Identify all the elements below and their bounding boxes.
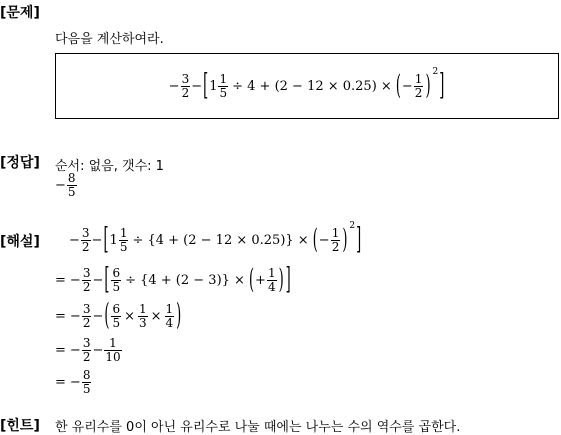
left-paren: ( bbox=[248, 264, 255, 296]
left-paren: ( bbox=[312, 224, 318, 256]
minus-sign: − bbox=[92, 342, 104, 358]
minus-sign: − bbox=[318, 232, 330, 248]
fraction-six-fifths: $\frac{6}{5}$ bbox=[112, 265, 121, 294]
fraction-three-halves: $\frac{3}{2}$ bbox=[181, 71, 190, 100]
minus-sign: − bbox=[401, 78, 413, 94]
minus-sign: − bbox=[92, 272, 104, 288]
minus-sign: − bbox=[69, 342, 81, 358]
problem-label: [문제] bbox=[0, 5, 40, 21]
fraction-one-fifth: $\frac{1}{5}$ bbox=[119, 225, 128, 254]
fraction-one-third: $\frac{1}{3}$ bbox=[138, 301, 147, 330]
minus-sign: − bbox=[69, 374, 81, 390]
right-bracket: ] bbox=[285, 262, 291, 298]
fraction-one-half: $\frac{1}{2}$ bbox=[331, 225, 340, 254]
solution-line-1-middle: ÷ {4 + (2 − 12 × 0.25)} × bbox=[132, 232, 309, 248]
minus-sign: − bbox=[69, 308, 81, 324]
right-paren: ) bbox=[342, 224, 348, 256]
left-paren: ( bbox=[395, 70, 401, 102]
minus-sign: − bbox=[55, 177, 66, 193]
whole-part: 1 bbox=[209, 78, 218, 94]
minus-sign: − bbox=[69, 232, 80, 248]
equals-sign: = bbox=[55, 272, 66, 288]
minus-sign: − bbox=[92, 308, 104, 324]
minus-sign: − bbox=[69, 272, 81, 288]
right-paren: ) bbox=[278, 264, 284, 296]
right-paren: ) bbox=[176, 298, 182, 334]
equals-sign: = bbox=[55, 308, 66, 324]
fraction-one-fifth: $\frac{1}{5}$ bbox=[219, 71, 228, 100]
left-paren: ( bbox=[104, 298, 110, 334]
fraction-three-halves: $\frac{3}{2}$ bbox=[82, 335, 91, 364]
left-bracket: [ bbox=[203, 68, 209, 104]
fraction-one-half: $\frac{1}{2}$ bbox=[414, 71, 423, 100]
whole-part: 1 bbox=[109, 232, 118, 248]
left-bracket: [ bbox=[103, 222, 109, 258]
fraction-eight-fifths: $\frac{8}{5}$ bbox=[82, 367, 91, 396]
solution-line-4 bbox=[55, 332, 123, 368]
answer-value bbox=[55, 172, 78, 198]
fraction-six-fifths: $\frac{6}{5}$ bbox=[112, 301, 121, 330]
solution-line-2 bbox=[55, 262, 292, 298]
problem-expression bbox=[56, 54, 558, 118]
equals-sign: = bbox=[55, 374, 66, 390]
fraction-one-tenth: $\frac{1}{10}$ bbox=[105, 335, 121, 364]
fraction-eight-fifths: $\frac{8}{5}$ bbox=[67, 171, 76, 199]
right-bracket: ] bbox=[439, 68, 445, 104]
hint-label: [힌트] bbox=[0, 418, 40, 434]
equals-sign: = bbox=[55, 342, 66, 358]
answer-label: [정답] bbox=[0, 155, 40, 171]
solution-line-1 bbox=[55, 222, 362, 258]
left-bracket: [ bbox=[104, 262, 110, 298]
hint-text: 한 유리수를 0이 아닌 유리수로 나눌 때에는 나누는 수의 역수를 곱한다. bbox=[55, 420, 461, 435]
times-sign: × bbox=[124, 308, 135, 324]
right-paren: ) bbox=[425, 70, 431, 102]
minus-sign: − bbox=[91, 232, 103, 248]
exponent: 2 bbox=[432, 67, 439, 77]
fraction-one-quarter: $\frac{1}{4}$ bbox=[165, 301, 174, 330]
fraction-one-quarter: $\frac{1}{4}$ bbox=[267, 265, 276, 294]
minus-sign: − bbox=[191, 78, 203, 94]
fraction-three-halves: $\frac{3}{2}$ bbox=[82, 301, 91, 330]
fraction-three-halves: $\frac{3}{2}$ bbox=[82, 265, 91, 294]
solution-line-3 bbox=[55, 298, 182, 334]
problem-expression-box bbox=[55, 53, 559, 119]
expression-middle: ÷ 4 + (2 − 12 × 0.25) × bbox=[232, 78, 392, 94]
exponent: 2 bbox=[349, 220, 356, 231]
times-sign: × bbox=[150, 308, 162, 324]
problem-instruction: 다음을 계산하여라. bbox=[55, 32, 164, 47]
solution-line-5 bbox=[55, 364, 92, 400]
solution-line-2-middle: ÷ {4 + (2 − 3)} × bbox=[125, 272, 245, 288]
answer-meta: 순서: 없음, 갯수: 1 bbox=[55, 159, 164, 174]
solution-label: [해설] bbox=[0, 234, 40, 250]
minus-sign: − bbox=[168, 78, 180, 94]
right-bracket: ] bbox=[356, 222, 362, 258]
plus-sign: + bbox=[255, 272, 266, 288]
fraction-three-halves: $\frac{3}{2}$ bbox=[81, 225, 90, 254]
